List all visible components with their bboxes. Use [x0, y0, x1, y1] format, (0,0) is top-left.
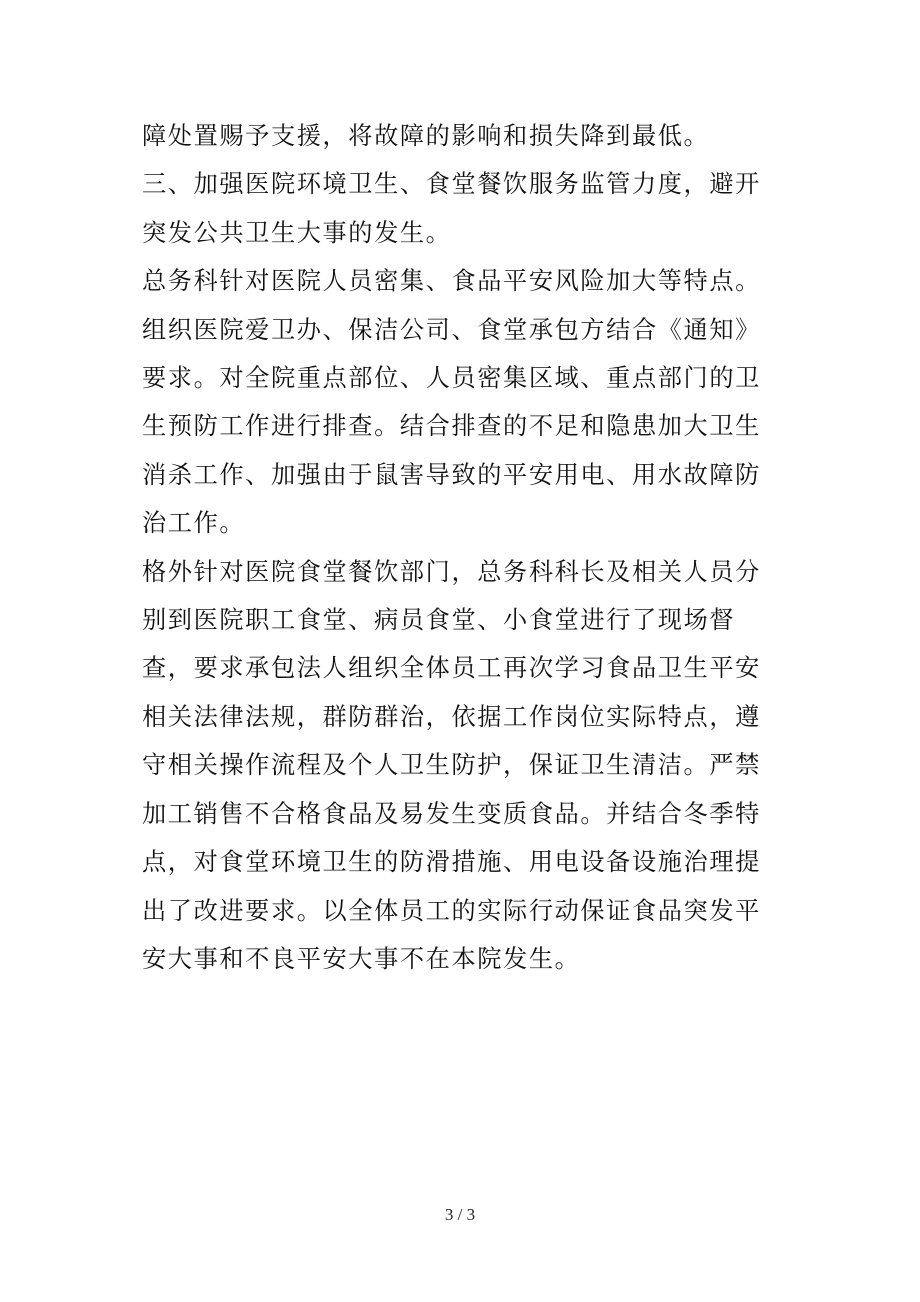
- paragraph-general-affairs: 总务科针对医院人员密集、食品平安风险加大等特点。组织医院爱卫办、保洁公司、食堂承包方结合《通知》要求。对全院重点部位、人员密集区域、重点部门的卫生预防工作进行排查。结合排查的不足和隐患加大卫生消杀工作、加强由于鼠害导致的平安用电、用水故障防治工作。: [142, 267, 761, 538]
- document-body: [142, 112, 778, 983]
- page-number: 3 / 3: [444, 1205, 476, 1224]
- paragraph-canteen-inspection: 格外针对医院食堂餐饮部门，总务科科长及相关人员分别到医院职工食堂、病员食堂、小食堂进行了现场督查，要求承包法人组织全体员工再次学习食品卫生平安相关法律法规，群防群治，依据工作岗位实际特点，遵守相关操作流程及个人卫生防护，保证卫生清洁。严禁加工销售不合格食品及易发生变质食品。并结合冬季特点，对食堂环境卫生的防滑措施、用电设备设施治理提出了改进要求。以全体员工的实际行动保证食品突发平安大事和不良平安大事不在本院发生。: [142, 557, 761, 973]
- paragraph-continuation: 障处置赐予支援，将故障的影响和损失降到最低。: [142, 122, 710, 150]
- paragraph-section-heading: 三、加强医院环境卫生、食堂餐饮服务监管力度，避开突发公共卫生大事的发生。: [142, 170, 761, 247]
